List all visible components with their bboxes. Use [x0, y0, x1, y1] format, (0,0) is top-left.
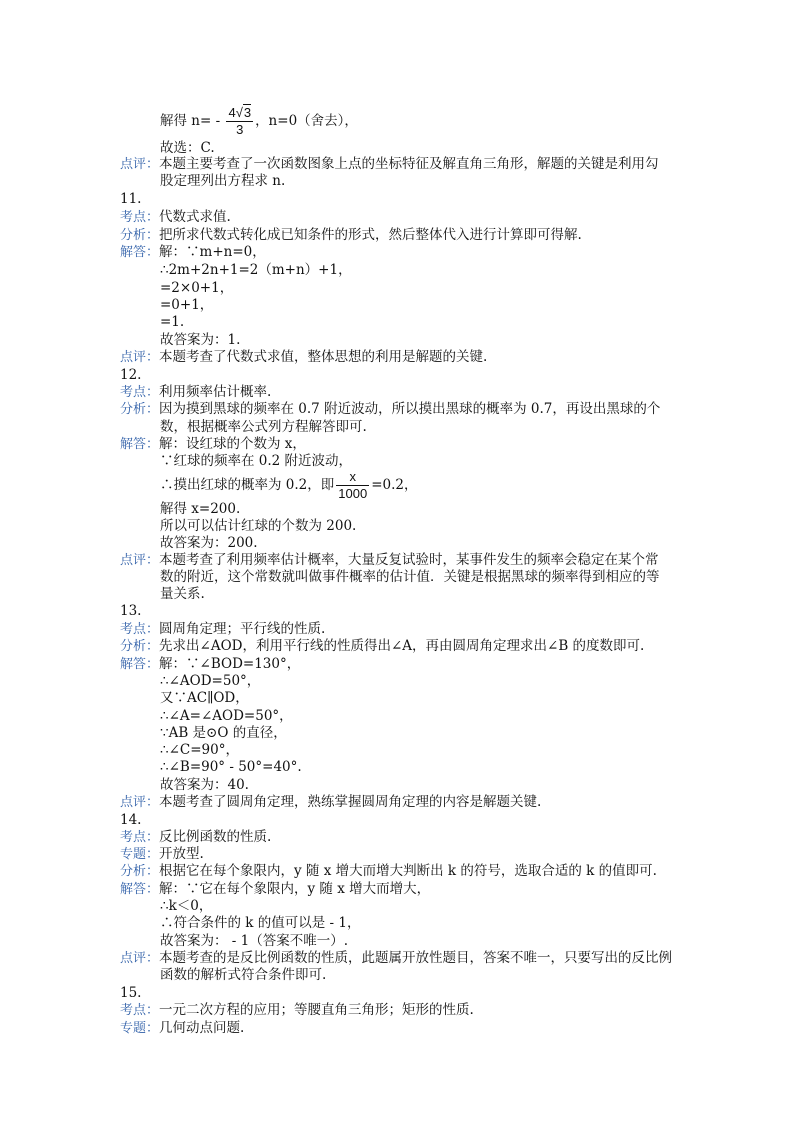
comment-row — [120, 348, 487, 367]
question-number: 12. — [120, 367, 142, 383]
answer-line: 故答案为：40. — [160, 777, 249, 793]
analysis-label: 分析： — [120, 402, 160, 417]
analysis-text: 把所求代数式转化成已知条件的形式，然后整体代入进行计算即可得解. — [159, 227, 582, 243]
solution-step: ∴∠AOD=50°， — [160, 673, 261, 689]
analysis-row — [120, 637, 644, 656]
keypoint-label: 考点： — [120, 830, 160, 845]
comment-text-cont: 股定理列出方程求 n. — [160, 173, 286, 189]
analysis-label: 分析： — [120, 639, 160, 654]
keypoint-row — [120, 208, 231, 227]
analysis-text-cont: 数，根据概率公式列方程解答即可. — [160, 419, 367, 435]
question-number: 11. — [120, 191, 142, 207]
comment-row — [120, 793, 541, 812]
keypoint-text: 代数式求值. — [159, 209, 231, 225]
solution-step: ∵红球的频率在 0.2 附近波动， — [160, 453, 353, 469]
keypoint-text: 利用频率估计概率. — [159, 384, 272, 400]
comment-text-cont: 函数的解析式符合条件即可. — [160, 967, 327, 983]
keypoint-row — [120, 1001, 474, 1020]
analysis-row — [120, 400, 660, 419]
solution-text-post: =0.2， — [371, 477, 418, 493]
comment-label: 点评： — [120, 795, 160, 810]
topic-text: 开放型. — [159, 846, 204, 862]
question-number: 14. — [120, 812, 142, 828]
solution-step: ∴2m+2n+1=2（m+n）+1， — [160, 262, 352, 278]
solution-text: 解：设红球的个数为 x， — [159, 436, 306, 452]
comment-label: 点评： — [120, 350, 160, 365]
comment-text: 本题考查了圆周角定理，熟练掌握圆周角定理的内容是解题关键. — [159, 794, 542, 810]
fraction — [226, 105, 253, 138]
topic-text: 几何动点问题. — [159, 1020, 245, 1036]
keypoint-label: 考点： — [120, 1003, 160, 1018]
topic-row — [120, 1019, 244, 1038]
solution-row — [120, 243, 266, 262]
topic-label: 专题： — [120, 847, 160, 862]
keypoint-label: 考点： — [120, 210, 160, 225]
solution-text: ∴摸出红球的概率为 0.2，即 — [160, 477, 335, 493]
solution-text: 解：∵m+n=0， — [159, 244, 266, 260]
solution-step: ∴k＜0， — [160, 898, 213, 914]
comment-text: 本题考查了利用频率估计概率，大量反复试验时，某事件发生的频率会稳定在某个常 — [159, 552, 659, 568]
keypoint-label: 考点： — [120, 622, 160, 637]
solution-step: =2×0+1， — [160, 280, 234, 296]
fraction-denominator: 1000 — [338, 486, 368, 501]
comment-text: 本题考查的是反比例函数的性质，此题属开放性题目，答案不唯一，只要写出的反比例 — [159, 950, 673, 966]
solution-label: 解答： — [120, 657, 160, 672]
solution-step: ∴∠A=∠AOD=50°， — [160, 708, 293, 724]
solution-step-fraction — [160, 468, 417, 502]
solution-step: =1. — [160, 314, 185, 330]
solution-step: ∴符合条件的 k 的值可以是 - 1， — [160, 915, 361, 931]
solution-label: 解答： — [120, 245, 160, 260]
solution-step: 解得 x=200. — [160, 501, 241, 517]
solution-text: 解：∵它在每个象限内，y 随 x 增大而增大， — [159, 881, 431, 897]
topic-label: 专题： — [120, 1021, 160, 1036]
analysis-text: 因为摸到黑球的频率在 0.7 附近波动，所以摸出黑球的概率为 0.7，再设出黑球的个 — [159, 401, 661, 417]
solution-label: 解答： — [120, 882, 160, 897]
solution-step: =0+1， — [160, 297, 214, 313]
radicand: 3 — [243, 105, 252, 120]
fraction — [336, 469, 369, 502]
comment-label: 点评： — [120, 553, 160, 568]
solution-step: ∴∠C=90°， — [160, 742, 239, 758]
solution-step: 又∵AC∥OD， — [160, 690, 249, 706]
fraction-numerator-coef: 4 — [228, 105, 236, 120]
answer-line: 故答案为：1. — [160, 332, 241, 348]
solve-line-n — [160, 104, 358, 138]
solution-step: ∴∠B=90° - 50°=40°. — [160, 759, 302, 775]
choice-line: 故选：C. — [160, 140, 215, 156]
analysis-text: 根据它在每个象限内，y 随 x 增大而增大判断出 k 的符号，选取合适的 k 的值即可. — [159, 863, 657, 879]
keypoint-text: 一元二次方程的应用；等腰直角三角形；矩形的性质. — [159, 1002, 474, 1018]
solve-text: 解得 n= - — [160, 113, 225, 129]
keypoint-text: 反比例函数的性质. — [159, 829, 272, 845]
question-number: 15. — [120, 985, 142, 1001]
fraction-numerator: x — [336, 469, 369, 486]
solve-text-post: ，n=0（舍去）， — [255, 113, 358, 129]
comment-text-cont: 量关系. — [160, 586, 205, 602]
analysis-row — [120, 862, 657, 881]
sqrt-icon: √3 — [235, 105, 252, 120]
analysis-label: 分析： — [120, 864, 160, 879]
fraction-denominator: 3 — [236, 122, 244, 137]
analysis-text: 先求出∠AOD，利用平行线的性质得出∠A，再由圆周角定理求出∠B 的度数即可. — [159, 638, 645, 654]
comment-label: 点评： — [120, 157, 160, 172]
solution-step: 所以可以估计红球的个数为 200. — [160, 518, 357, 534]
answer-line: 故答案为：200. — [160, 535, 258, 551]
solution-label: 解答： — [120, 437, 160, 452]
comment-text: 本题考查了代数式求值，整体思想的利用是解题的关键. — [159, 349, 488, 365]
solution-text: 解：∵∠BOD=130°， — [159, 656, 301, 672]
keypoint-label: 考点： — [120, 385, 160, 400]
comment-text-cont: 数的附近，这个常数就叫做事件概率的估计值．关键是根据黑球的频率得到相应的等 — [160, 569, 660, 585]
answer-line: 故答案为： - 1（答案不唯一）. — [160, 933, 349, 949]
question-number: 13. — [120, 603, 142, 619]
comment-text: 本题主要考查了一次函数图象上点的坐标特征及解直角三角形，解题的关键是利用勾 — [159, 156, 659, 172]
keypoint-text: 圆周角定理；平行线的性质. — [159, 621, 326, 637]
analysis-label: 分析： — [120, 228, 160, 243]
solution-step: ∵AB 是⊙O 的直径， — [160, 725, 287, 741]
comment-label: 点评： — [120, 951, 160, 966]
